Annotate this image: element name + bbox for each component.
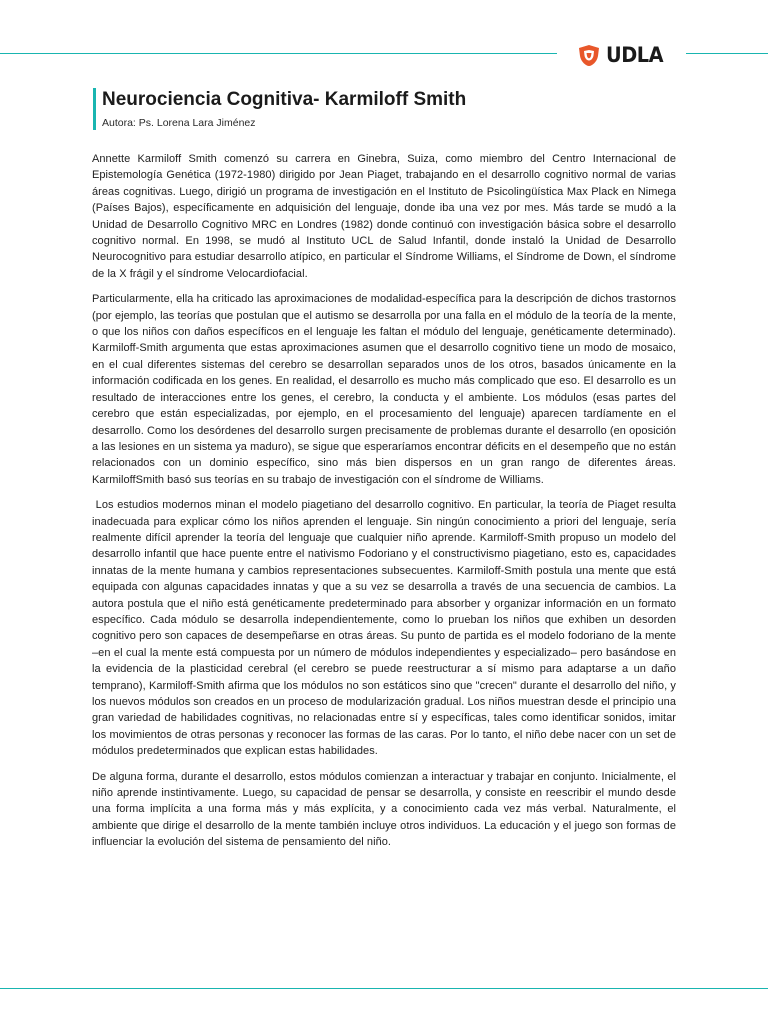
document-body: [92, 151, 680, 860]
body-paragraph-4: De alguna forma, durante el desarrollo, estos módulos comienzan a interactuar y trabajar en conjunto. Inicialmente, el niño aprende instintivamente. Luego, su capacidad de pensar se desarrolla, y consiste en reescribir el mundo desde una forma implícita a una forma más y más explícita, y a conocimiento cada vez más verbal. Naturalmente, el ambiente que dirige el desarrollo de la mente también incluye otros individuos. La educación y el juego son formas de influenciar la evolución del sistema de pensamiento del niño.: [92, 770, 676, 849]
document-title: Neurociencia Cognitiva- Karmiloff Smith: [102, 89, 467, 110]
udla-logo-icon: [576, 42, 602, 68]
top-divider-left: [0, 53, 557, 54]
top-divider-right: [686, 53, 768, 54]
body-paragraph-3: Los estudios modernos minan el modelo piagetiano del desarrollo cognitivo. En particular, la teoría de Piaget resulta inadecuada para explicar cómo los niños aprenden el lenguaje. Sin ningún conocimiento a priori del lenguaje, sería realmente difícil aprender la teoría del lenguaje que cualquier niño aprende. Karmiloff-Smith propuso un modelo del desarrollo infantil que hace puente entre el nativismo Fodoriano y el constructivismo piagetiano, esto es, capacidades innatas de la mente humana y cambios representaciones subsecuentes. Karmiloff-Smith postula una mente que está equipada con algunas capacidades innatas y que a su vez se desarrolla a través de una secuencia de cambios. La autora postula que el niño está genéticamente predeterminado para absorber y organizar información en un formato específico. Cada módulo se desarrolla independientemente, como lo prueban los niños que exhiben un desorden cognitivo pero son capaces de desempeñarse en otras áreas. Su punto de partida es el modelo fodoriano de la mente –en el cual la mente está compuesta por un número de módulos independientes y especializado– pero basándose en la evidencia de la plasticidad cerebral (el cerebro se puede reestructurar a sí mismo para adaptarse a un daño temprano), Karmiloff-Smith afirma que los módulos no son estáticos sino que "crecen" durante el desarrollo del niño, y los nuevos módulos son creados en un proceso de modularización gradual. Los niños muestran desde el principio una gran variedad de habilidades cognitivas, no relacionadas entre sí y específicas, tales como identificar sonidos, imitar los movimientos de otras personas y reconocer las formas de las caras. Por lo tanto, el niño debe nacer con un set de módulos predeterminados que explican estas habilidades.: [92, 499, 680, 758]
udla-logo-text: UDLA: [606, 43, 664, 67]
udla-logo: [576, 42, 668, 68]
bottom-divider: [0, 988, 768, 989]
body-paragraph-1: Annette Karmiloff Smith comenzó su carrera en Ginebra, Suiza, como miembro del Centro Internacional de Epistemología Genética (1972-1980) dirigido por Jean Piaget, trabajando en el desarrollo cognitivo normal de varias áreas cognitivas. Luego, dirigió un programa de investigación en el Instituto de Psicolingüística Max Plack en Nimega (Países Bajos), específicamente en adquisición del lenguaje, donde iba una vez por mes. Más tarde se mudó a la Unidad de Desarrollo Cognitivo MRC en Londres (1982) donde continuó con investigación básica sobre el desarrollo cognitivo normal. En 1998, se mudó al Instituto UCL de Salud Infantil, donde instaló la Unidad de Desarrollo Neurocognitivo para estudiar desarrollo atípico, en particular el Síndrome Williams, el Síndrome de Down, el síndrome de la X frágil y el síndrome Velocardiofacial.: [92, 153, 676, 280]
document-header: [93, 88, 692, 130]
document-author: Autora: Ps. Lorena Lara Jiménez: [102, 117, 256, 129]
body-paragraph-2: Particularmente, ella ha criticado las aproximaciones de modalidad-específica para la descripción de dichos trastornos (por ejemplo, las teorías que postulan que el autismo se desarrolla por una falla en el módulo de la teoría de la mente, o que los niños con daños específicos en el lenguaje les faltan el módulo del lenguaje, genéticamente determinado). Karmiloff-Smith argumenta que estas aproximaciones asumen que el desarrollo cognitivo tiene un modo de mosaico, en el cual diferentes sistemas del cerebro se desarrollan separados unos de los otros, basados únicamente en la información codificada en los genes. En realidad, el desarrollo es mucho más complicado que eso. El desarrollo es un resultado de interacciones entre los genes, el cerebro, la conducta y el ambiente. Los módulos (esas partes del cerebro que están especializadas, por ejemplo, en el procesamiento del lenguaje) aparecen tardíamente en el desarrollo. Como los desórdenes del desarrollo surgen precisamente de problemas durante el desarrollo (en oposición a las lesiones en un sistema ya maduro), se sigue que esperaríamos encontrar déficits en el desempeño que no están relacionados con un dominio específico, sino más bien dispersos en un gran rango de diferentes áreas. KarmiloffSmith basó sus teorías en su trabajo de investigación con el síndrome de Williams.: [92, 293, 676, 486]
